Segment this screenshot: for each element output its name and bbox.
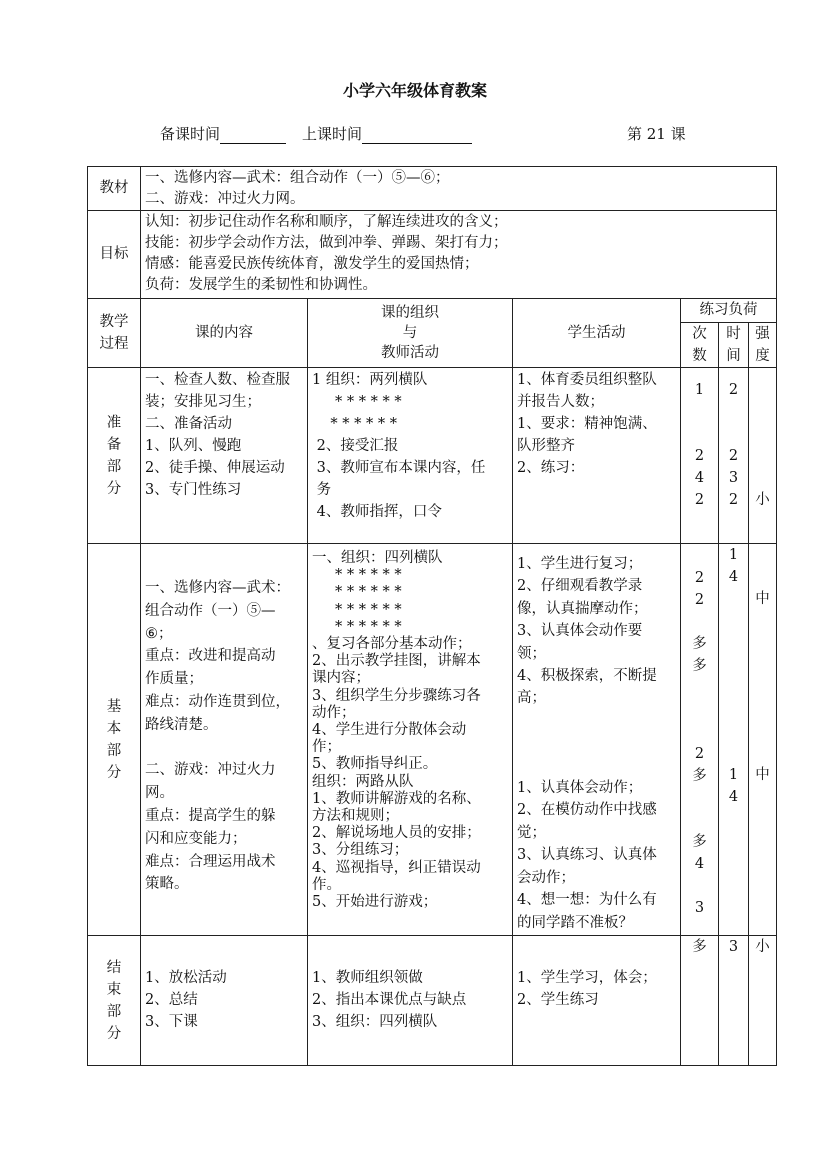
prep-time: [160, 123, 286, 144]
section-intensity: 小: [749, 936, 777, 1066]
section-label: 基 本 部 分: [88, 544, 141, 936]
col-load: 练习负荷: [681, 299, 777, 323]
section-row-end: [88, 936, 777, 1066]
section-time: 3: [719, 936, 749, 1066]
section-time: 2 2 3 2: [719, 368, 749, 544]
col-times: 次 数: [681, 323, 719, 368]
section-org: 1、教师组织领做 2、指出本课优点与缺点 3、组织：四列横队: [308, 936, 513, 1066]
section-org: 一、组织：四列横队 * * * * * * * * * * * * * * * * * * * * * * * * 、复习各部分基本动作； 2、出示教学挂图，讲解本 课内容； 3、组织学生分步骤练习各 动作； 4、学生进行分散体会动 作； 5、教师指导纠正。 组织：两路从队 1、教师讲解游戏的名称、 方法和规则； 2、解说场地人员的安排； 3、分组练习； 4、巡视指导，纠正错误动 作。 5、开始进行游戏；: [308, 544, 513, 936]
class-time: [302, 123, 472, 144]
page-title: 小学六年级体育教案: [342, 81, 487, 100]
col-content: 课的内容: [141, 299, 308, 368]
section-org: 1 组织：两列横队 * * * * * * * * * * * * 2、接受汇报 3、教师宣布本课内容，任 务 4、教师指挥，口令: [308, 368, 513, 544]
section-time: 1 4 1 4: [719, 544, 749, 936]
material-text: 一、选修内容—武术：组合动作（一）⑤—⑥； 二、游戏：冲过火力网。: [141, 167, 777, 211]
section-content: 一、检查人数、检查服 装；安排见习生； 二、准备活动 1、队列、慢跑 2、徒手操、伸展运动 3、专门性练习: [141, 368, 308, 544]
goal-text: 认知：初步记住动作名称和顺序，了解连续进攻的含义； 技能：初步学会动作方法，做到冲拳、弹踢、架打有力； 情感：能喜爱民族传统体育，激发学生的爱国热情； 负荷：发展学生的柔韧性和协调性。: [141, 211, 777, 299]
section-student: 1、体育委员组织整队 并报告人数； 1、要求：精神饱满、 队形整齐 2、练习：: [513, 368, 681, 544]
section-student: 1、学生进行复习； 2、仔细观看教学录 像，认真揣摩动作； 3、认真体会动作要 领； 4、积极探索，不断提 高； 1、认真体会动作； 2、在模仿动作中找感 觉； 3、认真练习、认真体 会动作； 4、想一想：为什么有 的同学踏不准板？: [513, 544, 681, 936]
section-intensity: 小: [749, 368, 777, 544]
section-times: 2 2 多 多 2 多 多 4 3: [681, 544, 719, 936]
section-content: 1、放松活动 2、总结 3、下课: [141, 936, 308, 1066]
class-time-label: 上课时间: [302, 125, 363, 143]
prep-time-label: 备课时间: [160, 125, 221, 143]
section-times: 多: [681, 936, 719, 1066]
section-label: 准 备 部 分: [88, 368, 141, 544]
class-time-blank: [362, 127, 472, 144]
section-content: 一、选修内容—武术： 组合动作（一）⑤— ⑥； 重点：改进和提高动 作质量； 难点：动作连贯到位， 路线清楚。 二、游戏：冲过火力 网。 重点：提高学生的躲 闪和应变能力； 难点：合理运用战术 策略。: [141, 544, 308, 936]
section-student: 1、学生学习，体会； 2、学生练习: [513, 936, 681, 1066]
section-intensity: 中 中: [749, 544, 777, 936]
prep-time-blank: [220, 127, 286, 144]
section-times: 1 2 4 2: [681, 368, 719, 544]
col-time: 时 间: [719, 323, 749, 368]
section-row-main: [88, 544, 777, 936]
column-header-row: [88, 299, 777, 323]
section-row-prep: [88, 368, 777, 544]
goal-label: 目标: [88, 211, 141, 299]
material-label: 教材: [88, 167, 141, 211]
col-org: 课的组织 与 教师活动: [308, 299, 513, 368]
lesson-table: [87, 166, 777, 1066]
goal-row: [88, 211, 777, 299]
col-process: 教学 过程: [88, 299, 141, 368]
col-intensity: 强 度: [749, 323, 777, 368]
col-student: 学生活动: [513, 299, 681, 368]
material-row: [88, 167, 777, 211]
section-label: 结 束 部 分: [88, 936, 141, 1066]
lesson-number: 第 21 课: [627, 125, 686, 143]
